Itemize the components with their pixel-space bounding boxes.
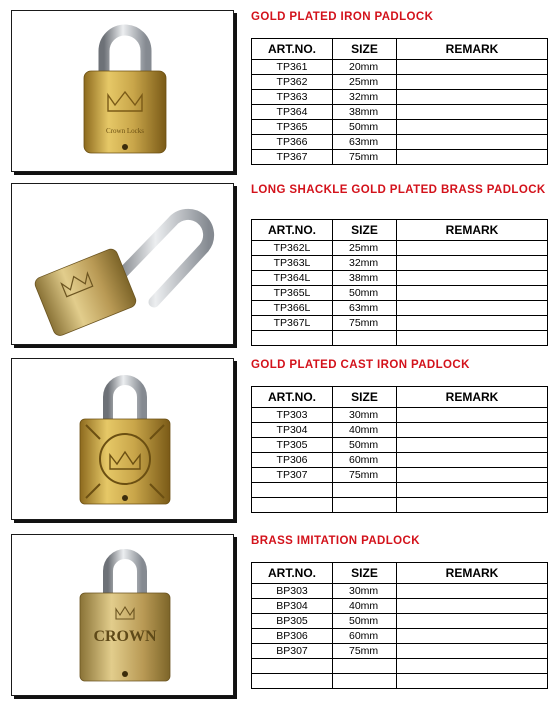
size-cell: 50mm [333,438,397,453]
size-cell: 50mm [333,614,397,629]
size-cell: 38mm [333,105,397,120]
size-cell: 75mm [333,468,397,483]
size-cell: 75mm [333,316,397,331]
section-title: GOLD PLATED IRON PADLOCK [251,11,434,23]
header-remark: REMARK [397,387,548,408]
header-art-no: ART.NO. [252,220,333,241]
size-cell: 30mm [333,408,397,423]
remark-cell [397,468,548,483]
art-no-cell: TP365 [252,120,333,135]
remark-cell [397,423,548,438]
art-no-cell: TP364L [252,271,333,286]
art-no-cell: BP304 [252,599,333,614]
remark-cell [397,453,548,468]
header-size: SIZE [333,39,397,60]
remark-cell [397,75,548,90]
table-row [252,408,548,423]
long-shackle-padlock-image [12,184,233,344]
lock-brand-text: CROWN [93,628,157,645]
table-row [252,75,548,90]
table-row [252,105,548,120]
remark-cell [397,150,548,165]
remark-cell [397,120,548,135]
size-cell: 75mm [333,644,397,659]
size-cell: 63mm [333,301,397,316]
table-row [252,423,548,438]
product-photo [11,534,234,696]
table-row [252,150,548,165]
product-photo [11,10,234,172]
remark-cell [397,629,548,644]
product-section-gold-plated-iron [0,10,560,180]
table-row [252,468,548,483]
table-row [252,90,548,105]
header-remark: REMARK [397,220,548,241]
art-no-cell: TP305 [252,438,333,453]
size-cell [333,498,397,513]
art-no-cell: TP363 [252,90,333,105]
art-no-cell [252,483,333,498]
art-no-cell [252,498,333,513]
lock-engraving-text: Crown Locks [106,127,144,135]
art-no-cell: TP366L [252,301,333,316]
art-no-cell: BP305 [252,614,333,629]
section-title: LONG SHACKLE GOLD PLATED BRASS PADLOCK [251,184,546,196]
header-art-no: ART.NO. [252,387,333,408]
table-row [252,286,548,301]
table-row [252,453,548,468]
size-cell [333,331,397,346]
size-cell: 63mm [333,135,397,150]
table-row [252,629,548,644]
product-section-brass-imitation [0,534,560,704]
size-cell: 75mm [333,150,397,165]
remark-cell [397,659,548,674]
table-row [252,659,548,674]
brass-imitation-padlock-image [12,535,233,695]
table-row [252,584,548,599]
art-no-cell: TP306 [252,453,333,468]
remark-cell [397,331,548,346]
table-row [252,674,548,689]
art-no-cell: TP307 [252,468,333,483]
table-row [252,60,548,75]
header-art-no: ART.NO. [252,39,333,60]
table-row [252,644,548,659]
remark-cell [397,301,548,316]
size-cell: 32mm [333,90,397,105]
size-cell: 60mm [333,629,397,644]
art-no-cell: TP367 [252,150,333,165]
table-row [252,316,548,331]
remark-cell [397,271,548,286]
table-row [252,256,548,271]
table-row [252,135,548,150]
art-no-cell: TP364 [252,105,333,120]
header-remark: REMARK [397,563,548,584]
cast-iron-padlock-image [12,359,233,519]
art-no-cell: TP365L [252,286,333,301]
remark-cell [397,286,548,301]
size-cell: 32mm [333,256,397,271]
remark-cell [397,483,548,498]
product-photo [11,358,234,520]
art-no-cell: BP303 [252,584,333,599]
header-art-no: ART.NO. [252,563,333,584]
size-cell: 40mm [333,423,397,438]
table-row [252,120,548,135]
header-size: SIZE [333,220,397,241]
art-no-cell: TP362L [252,241,333,256]
section-title: GOLD PLATED CAST IRON PADLOCK [251,359,470,371]
product-section-cast-iron [0,358,560,528]
remark-cell [397,60,548,75]
size-cell: 50mm [333,120,397,135]
remark-cell [397,599,548,614]
remark-cell [397,135,548,150]
size-cell: 50mm [333,286,397,301]
product-section-long-shackle [0,183,560,353]
remark-cell [397,90,548,105]
art-no-cell: TP367L [252,316,333,331]
remark-cell [397,614,548,629]
art-no-cell: TP363L [252,256,333,271]
art-no-cell: TP361 [252,60,333,75]
remark-cell [397,105,548,120]
product-photo [11,183,234,345]
size-cell [333,483,397,498]
spec-table [251,562,548,689]
art-no-cell: BP307 [252,644,333,659]
remark-cell [397,438,548,453]
size-cell: 25mm [333,75,397,90]
table-row [252,301,548,316]
spec-table [251,38,548,165]
table-row [252,438,548,453]
art-no-cell: TP304 [252,423,333,438]
table-row [252,241,548,256]
padlock-image [12,11,233,171]
table-row [252,483,548,498]
header-remark: REMARK [397,39,548,60]
size-cell: 40mm [333,599,397,614]
table-row [252,614,548,629]
section-title: BRASS IMITATION PADLOCK [251,535,420,547]
remark-cell [397,408,548,423]
table-row [252,331,548,346]
art-no-cell [252,659,333,674]
header-size: SIZE [333,563,397,584]
size-cell: 25mm [333,241,397,256]
remark-cell [397,316,548,331]
art-no-cell: TP303 [252,408,333,423]
size-cell [333,659,397,674]
size-cell: 60mm [333,453,397,468]
art-no-cell: BP306 [252,629,333,644]
size-cell [333,674,397,689]
table-row [252,271,548,286]
spec-table [251,219,548,346]
remark-cell [397,498,548,513]
art-no-cell: TP366 [252,135,333,150]
remark-cell [397,584,548,599]
art-no-cell: TP362 [252,75,333,90]
table-row [252,498,548,513]
remark-cell [397,674,548,689]
art-no-cell [252,331,333,346]
size-cell: 38mm [333,271,397,286]
remark-cell [397,644,548,659]
spec-table [251,386,548,513]
size-cell: 30mm [333,584,397,599]
table-row [252,599,548,614]
size-cell: 20mm [333,60,397,75]
art-no-cell [252,674,333,689]
remark-cell [397,256,548,271]
header-size: SIZE [333,387,397,408]
remark-cell [397,241,548,256]
